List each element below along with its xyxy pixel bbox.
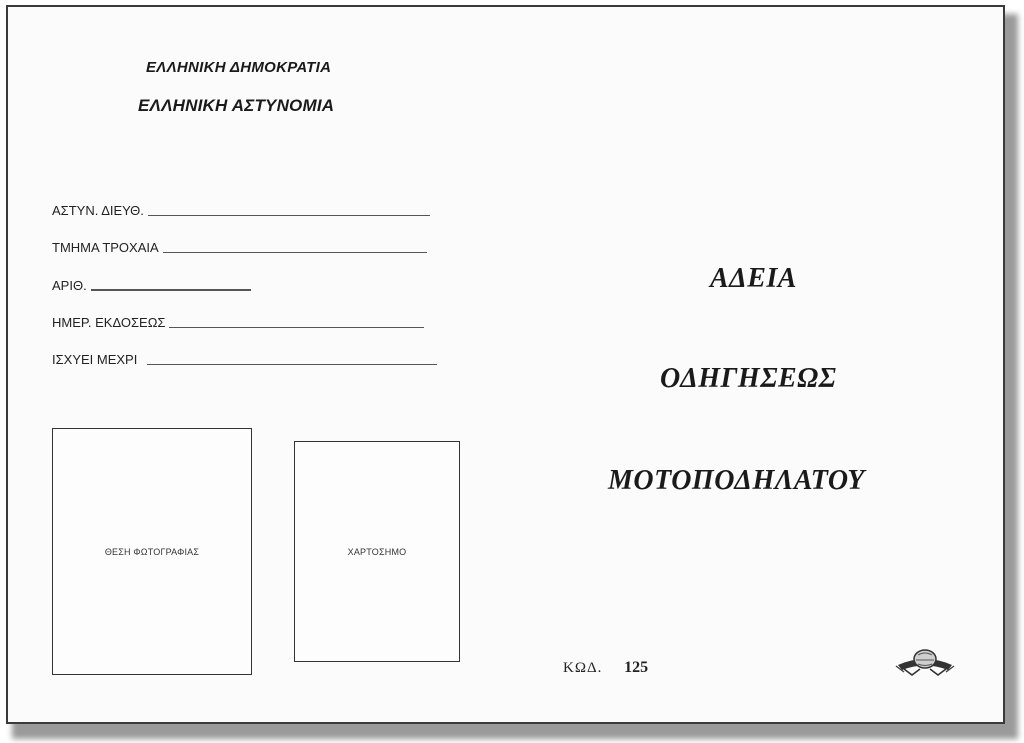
license-card <box>6 5 1005 724</box>
title-line-3: ΜΟΤΟΠΟΔΗΛΑΤΟΥ <box>608 465 865 496</box>
field-blank-line <box>91 289 251 291</box>
stamp-box-label: ΧΑΡΤΟΣΗΜΟ <box>347 546 407 557</box>
stamp-box <box>294 441 460 662</box>
field-police-directorate <box>52 199 430 219</box>
form-code <box>563 659 648 677</box>
field-label: ΑΡΙΘ. <box>52 278 87 293</box>
title-line-2: ΟΔΗΓΗΣΕΩΣ <box>660 363 837 394</box>
field-blank-line <box>163 252 427 253</box>
field-label: ΑΣΤΥΝ. ΔΙΕΥΘ. <box>52 203 144 218</box>
photo-box-label: ΘΕΣΗ ΦΩΤΟΓΡΑΦΙΑΣ <box>104 546 200 557</box>
form-code-value: 125 <box>624 659 649 676</box>
field-issue-date <box>52 311 424 331</box>
field-label: ΙΣΧΥΕΙ ΜΕΧΡΙ <box>52 352 138 367</box>
field-label: ΤΜΗΜΑ ΤΡΟΧΑΙΑ <box>52 240 159 255</box>
title-line-1: ΑΔΕΙΑ <box>710 263 797 294</box>
field-blank-line <box>169 327 424 328</box>
republic-heading: ΕΛΛΗΝΙΚΗ ΔΗΜΟΚΡΑΤΙΑ <box>146 59 332 76</box>
field-blank-line <box>148 215 430 216</box>
photo-box <box>52 428 252 675</box>
police-emblem-icon <box>894 639 956 679</box>
field-number <box>52 274 251 294</box>
police-heading: ΕΛΛΗΝΙΚΗ ΑΣΤΥΝΟΜΙΑ <box>138 96 335 115</box>
form-code-label: ΚΩΔ. <box>563 660 603 676</box>
field-label: ΗΜΕΡ. ΕΚΔΟΣΕΩΣ <box>52 315 166 330</box>
field-blank-line <box>147 364 437 365</box>
field-valid-until <box>52 348 437 368</box>
field-traffic-department <box>52 236 427 256</box>
